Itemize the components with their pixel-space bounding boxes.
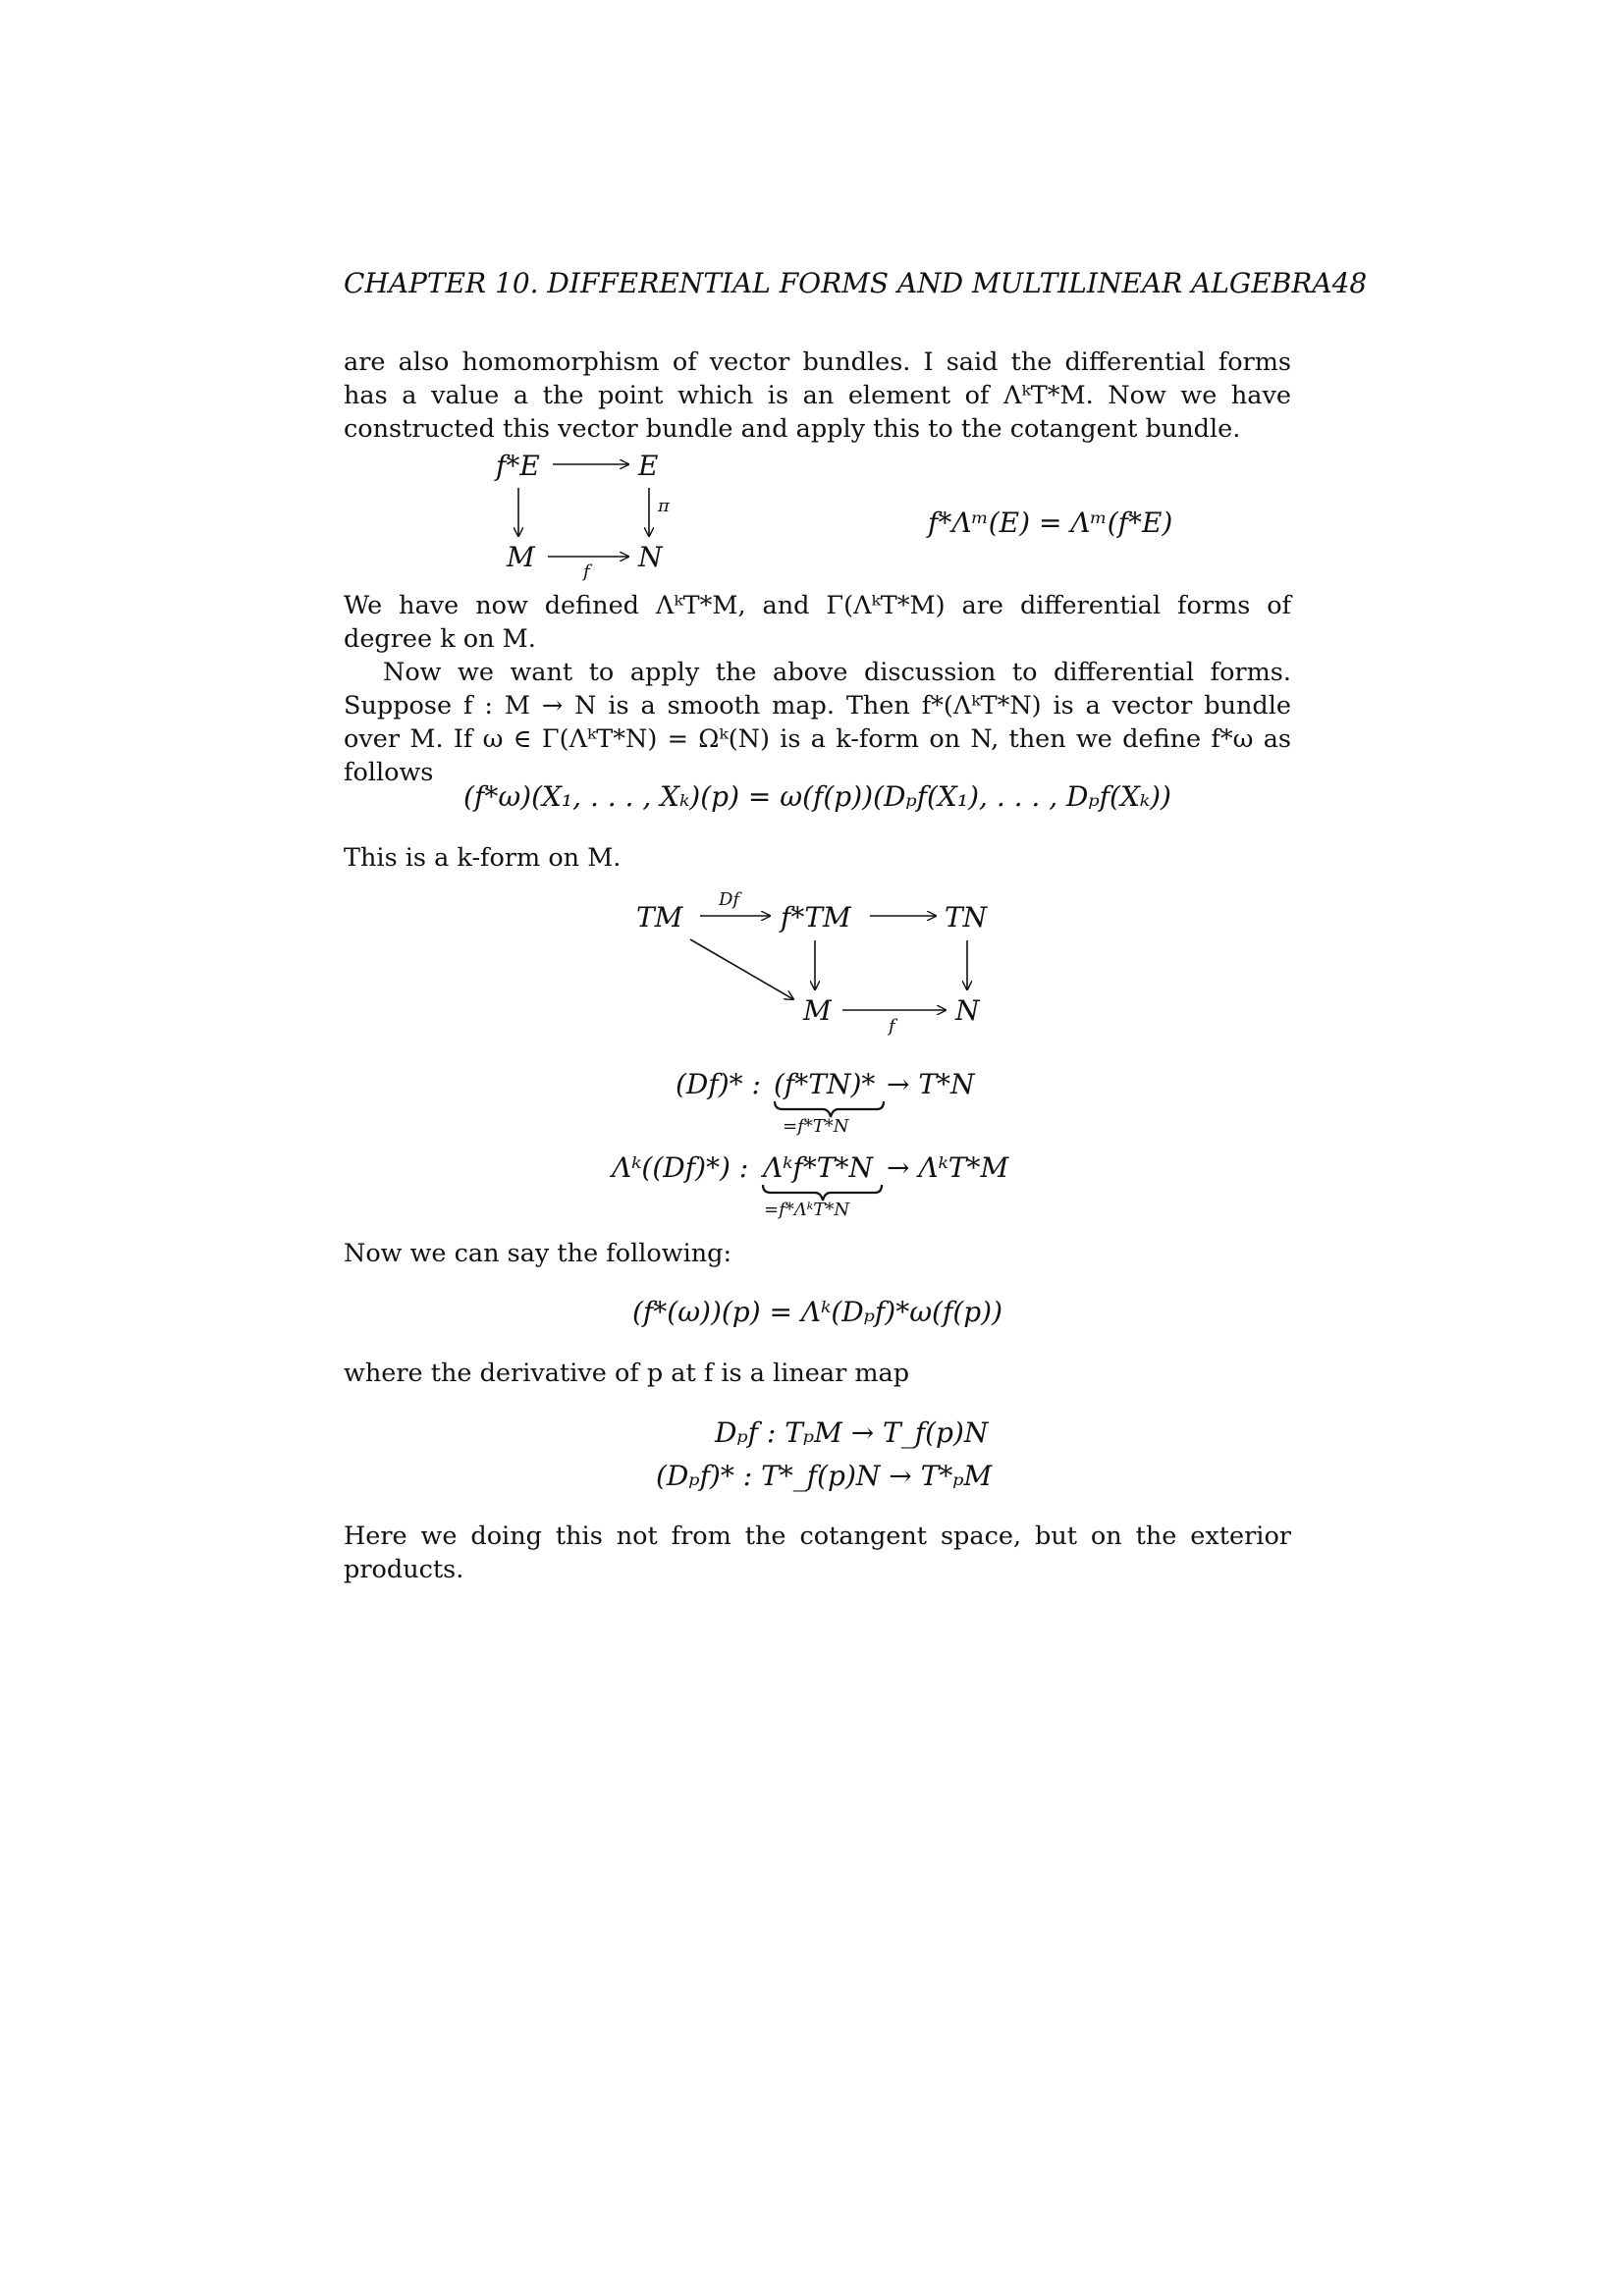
dual1-rhs: → T*N xyxy=(887,1068,975,1100)
label-f2: f xyxy=(889,1016,895,1037)
dual2-lhs: Λᵏ((Df)*) : xyxy=(612,1151,749,1184)
node-n: N xyxy=(638,541,663,573)
paragraph-3-text: Now we want to apply the above discussion to differential forms. Suppose f : M → N is a smooth map. Then f*(ΛᵏT*N) is a vector bundle over M. If ω ∈ Γ(ΛᵏT*N) = Ωᵏ(N) is a k-form on N, then we define f*ω as follows xyxy=(344,658,1291,787)
dual1-brace-term: (f*TN)* xyxy=(774,1068,876,1100)
equation-pullback: (f*ω)(X₁, . . . , Xₖ)(p) = ω(f(p))(Dₚf(X₁), . . . , Dₚf(Xₖ)) xyxy=(463,780,1171,813)
dual1-underbrace-label: =f*T*N xyxy=(783,1116,849,1137)
paragraph-6-text: where the derivative of p at f is a linear map xyxy=(344,1359,910,1388)
equation-result: (f*(ω))(p) = Λᵏ(Dₚf)*ω(f(p)) xyxy=(631,1296,1003,1328)
node-e: E xyxy=(638,450,659,482)
node-tn: TN xyxy=(945,901,988,934)
chapter-title: CHAPTER 10. DIFFERENTIAL FORMS AND MULTILINEAR ALGEBRA xyxy=(344,267,1332,299)
paragraph-4-text: This is a k-form on M. xyxy=(344,843,622,873)
node-m: M xyxy=(507,541,535,573)
dual2-underbrace-label: =f*ΛᵏT*N xyxy=(764,1200,850,1220)
node-tm: TM xyxy=(636,901,683,934)
label-f: f xyxy=(583,561,590,582)
paragraph-1-text: are also homomorphism of vector bundles. I said the differential forms has a value a the point which is an element of ΛᵏT*M. Now we have constructed this vector bundle and apply this to the cotangent bundle. xyxy=(344,347,1291,444)
paragraph-7-text: Here we doing this not from the cotangent space, but on the exterior products. xyxy=(344,1522,1291,1584)
underbrace-1 xyxy=(775,1101,884,1117)
dual1-lhs: (Df)* : xyxy=(676,1068,761,1100)
linear-map-2: (Dₚf)* : T*_f(p)N → T*ₚM xyxy=(656,1460,993,1492)
node-n2: N xyxy=(955,994,980,1027)
underbrace-2 xyxy=(763,1185,882,1201)
paragraph-5-text: Now we can say the following: xyxy=(344,1239,732,1268)
node-m2: M xyxy=(803,994,832,1027)
node-ftm: f*TM xyxy=(781,901,851,934)
label-pi: π xyxy=(658,496,670,516)
label-df: Df xyxy=(719,889,740,910)
arrow-tm-to-m xyxy=(690,939,793,999)
page-number: 48 xyxy=(1331,267,1368,299)
dual2-brace-term: Λᵏf*T*N xyxy=(763,1151,873,1184)
node-fstar-e: f*E xyxy=(496,450,540,482)
paragraph-2-text: We have now defined ΛᵏT*M, and Γ(ΛᵏT*M) are differential forms of degree k on M. xyxy=(344,591,1291,654)
side-equation: f*Λᵐ(E) = Λᵐ(f*E) xyxy=(928,507,1173,539)
linear-map-1: Dₚf : TₚM → T_f(p)N xyxy=(715,1416,989,1449)
dual2-rhs: → ΛᵏT*M xyxy=(887,1151,1009,1184)
